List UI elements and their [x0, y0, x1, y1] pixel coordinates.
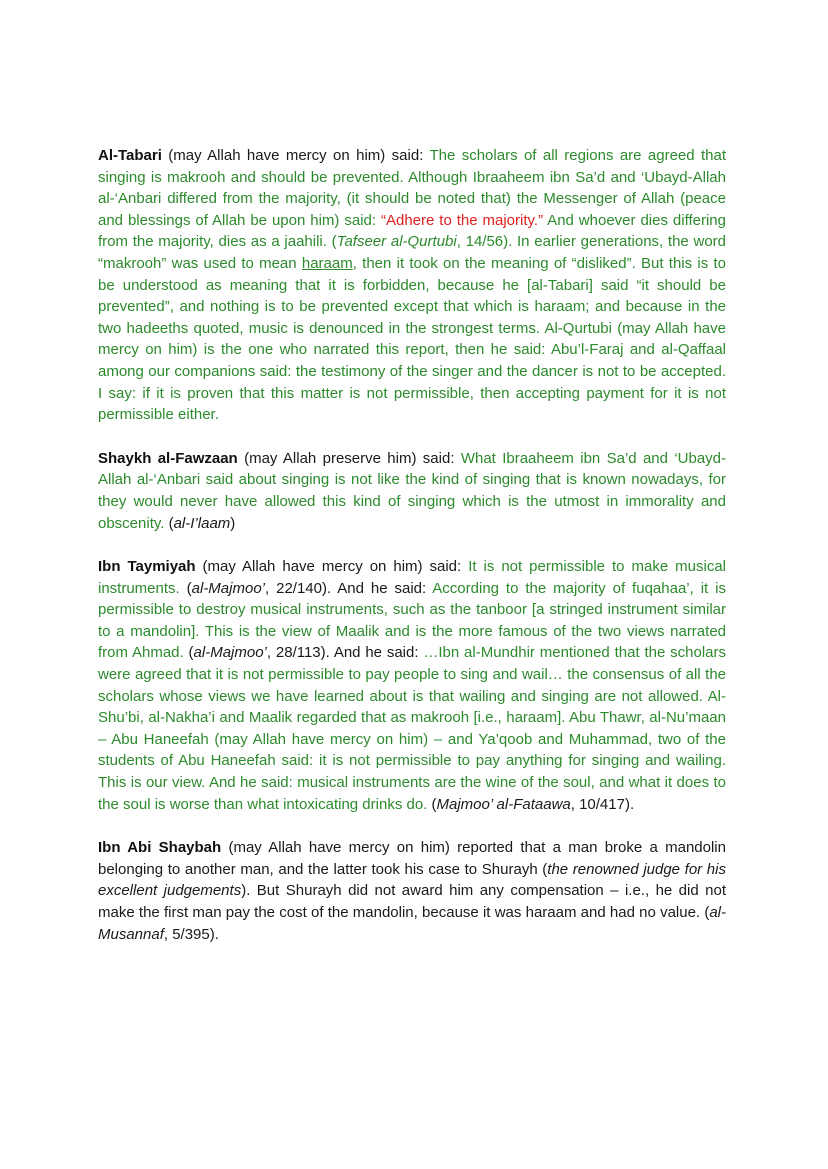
document-body — [98, 145, 726, 967]
author-name: Ibn Abi Shaybah — [98, 839, 222, 857]
citation-ref: , 5/395). — [163, 925, 219, 943]
source-title: al-Musannaf — [98, 904, 726, 943]
author-name: Al-Tabari — [98, 147, 162, 164]
citation-open: ( — [427, 795, 437, 813]
source-title: al-I’laam — [173, 514, 231, 532]
citation-ref: , 22/140). And he said: — [265, 579, 433, 597]
quote-text: It is not permissible to make musical instruments. — [98, 558, 726, 597]
paragraph-al-fawzaan — [98, 448, 726, 534]
citation-open: ( — [168, 514, 174, 532]
italic-note: the renowned judge for his excellent judgements — [98, 860, 726, 900]
quote-text: What Ibraaheem ibn Sa’d and ‘Ubayd-Allah al-‘Anbari said about singing is not like the kind of singing that is known nowadays, for they would never have allowed this kind of singing which is the utmost in immorality and obscenity. — [98, 449, 727, 532]
attribution: (may Allah have mercy on him) said: — [195, 558, 469, 576]
source-title: al-Majmoo’ — [191, 579, 265, 597]
paragraph-al-tabari — [98, 145, 726, 426]
quote-text: , 14/56). In earlier generations, the word “makrooh” was used to mean — [98, 233, 726, 272]
quote-text: According to the majority of fuqahaa’, it is permissible to destroy musical instruments, such as the tanboor [a stringed instrument similar to a mandolin]. This is the view of Maalik and is the more famous of the two views narrated from Ahmad. — [98, 579, 726, 662]
quote-text: The scholars of all regions are agreed that singing is makrooh and should be prevented. Although Ibraaheem ibn Sa’d and ‘Ubayd-Allah al-‘Anbari differed from the majority, (it should be noted that) the Messenger of Allah (peace and blessings of Allah be upon him) said: — [98, 147, 727, 229]
paragraph-ibn-abi-shaybah — [98, 837, 726, 945]
author-name: Shaykh al-Fawzaan — [98, 449, 238, 467]
source-title: Majmoo’ al-Fataawa — [436, 795, 571, 813]
underlined-term: haraam — [301, 254, 353, 272]
attribution: (may Allah preserve him) said: — [237, 449, 461, 467]
source-title: al-Majmoo’ — [193, 644, 267, 662]
quote-text: …Ibn al-Mundhir mentioned that the scholars were agreed that it is not permissible to pay people to sing and wail… the consensus of all the scholars whose views we have learned about is that wailing and singing are not allowed. Al-Shu’bi, al-Nakha’i and Maalik regarded that as makrooh [i.e., haraam]. Abu Thawr, al-Nu’maan – Abu Haneefah (may Allah have mercy on him) – and Ya’qoob and Muhammad, two of the students of Abu Haneefah said: it is not permissible to pay anything for singing and wailing. This is our view. And he said: musical instruments are the wine of the soul, and what it does to the soul is worse than what intoxicating drinks do. — [98, 644, 726, 813]
hadith-quote: “Adhere to the majority.” — [380, 211, 544, 229]
source-title: Tafseer al-Qurtubi — [336, 233, 457, 251]
citation-ref: , 10/417). — [570, 795, 635, 813]
citation-open: ( — [179, 579, 192, 597]
quote-text: And whoever dies differing from the majority, dies as a jaahili. ( — [98, 211, 726, 251]
narrative-text: (may Allah have mercy on him) reported that a man broke a mandolin belonging to another man, and the latter took his case to Shurayh ( — [98, 839, 726, 878]
quote-text: , then it took on the meaning of “disliked”. But this is to be understood as meaning that it is forbidden, because he [al-Tabari] said “it should be prevented”, and nothing is to be prevented except that which is haraam; and because in the two hadeeths quoted, music is denounced in the strongest terms. Al-Qurtubi (may Allah have mercy on him) is the one who narrated this report, then he said: Abu’l-Faraj and al-Qaffaal among our companions said: the testimony of the singer and the dancer is not to be accepted. I say: if it is proven that this matter is not permissible, then accepting payment for it is not permissible either. — [98, 254, 726, 424]
author-name: Ibn Taymiyah — [98, 558, 196, 576]
paragraph-ibn-taymiyah — [98, 556, 726, 815]
narrative-text: ). But Shurayh did not award him any compensation – i.e., he did not make the first man pay the cost of the mandolin, because it was haraam and had no value. ( — [98, 882, 726, 921]
attribution: (may Allah have mercy on him) said: — [161, 147, 430, 164]
citation-open: ( — [183, 644, 194, 662]
citation-close: ) — [230, 514, 236, 532]
citation-ref: , 28/113). And he said: — [266, 644, 424, 662]
